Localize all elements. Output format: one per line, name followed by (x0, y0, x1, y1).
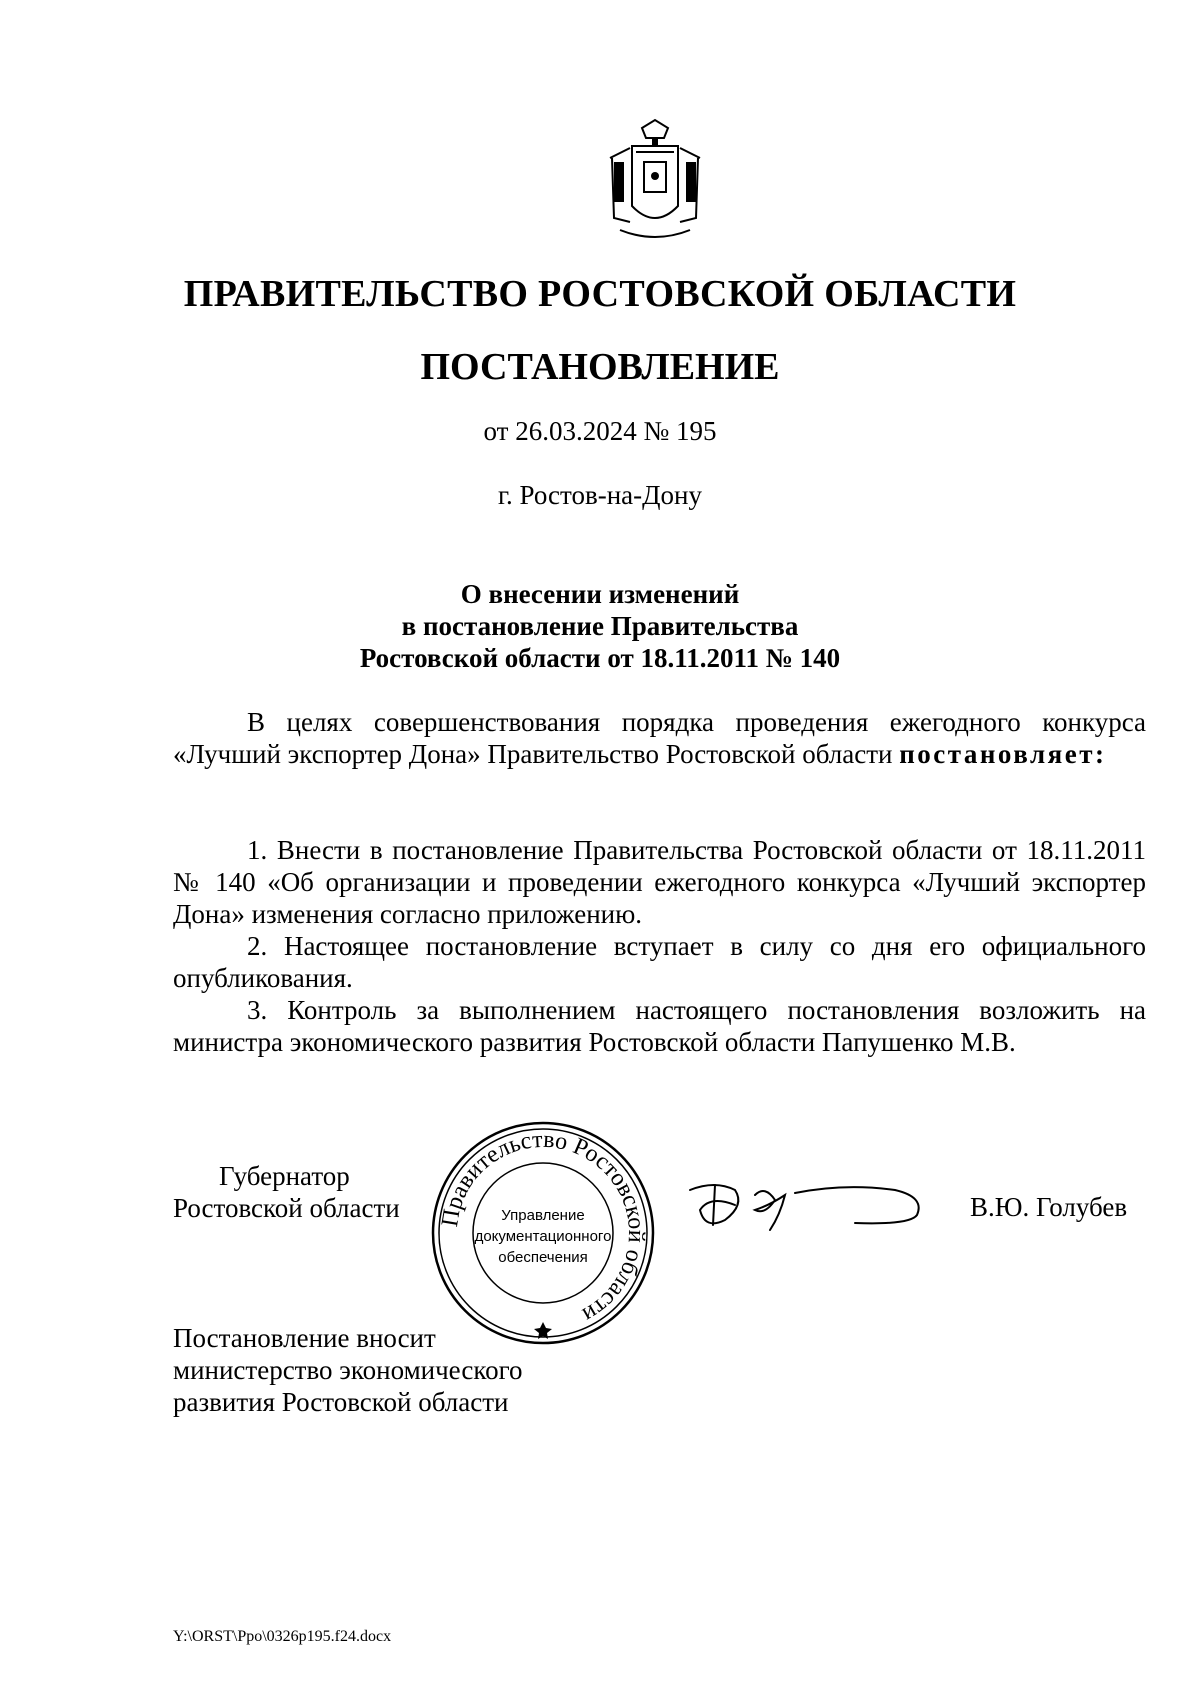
seal-center-line: обеспечения (498, 1249, 588, 1266)
document-subject (0, 578, 1200, 674)
decree-word: постановляет: (899, 739, 1107, 769)
file-path: Y:\ORST\Ppo\0326p195.f24.docx (173, 1628, 392, 1645)
preamble (173, 706, 1146, 770)
signer-position-line: Губернатор (219, 1161, 350, 1191)
document-type: ПОСТАНОВЛЕНИЕ (420, 346, 780, 388)
signer-name: В.Ю. Голубев (970, 1192, 1128, 1222)
introduced-by-line: развития Ростовской области (173, 1387, 509, 1417)
seal-center-line: Управление (501, 1207, 585, 1224)
decree-item: 3. Контроль за выполнением настоящего постановления возложить на министра экономического развития Ростовской области Папушенко М.В. (173, 995, 1146, 1057)
decree-items (173, 834, 1146, 1058)
decree-item: 1. Внести в постановление Правительства Ростовской области от 18.11.2011 № 140 «Об организации и проведении ежегодного конкурса «Лучший экспортер Дона» изменения согласно приложению. (173, 835, 1146, 929)
subject-line: в постановление Правительства (401, 611, 799, 641)
seal-center-line: документационного (474, 1228, 612, 1245)
signer-position-line: Ростовской области (173, 1193, 400, 1223)
seal-ring-text: Правительство Ростовской области (436, 1126, 650, 1328)
introduced-by-line: Постановление вносит (173, 1323, 436, 1353)
preamble-text: В целях совершенствования порядка проведения ежегодного конкурса «Лучший экспортер Дона» Правительство Ростовской области (173, 707, 1146, 769)
official-seal (430, 1120, 656, 1346)
introduced-by-line: министерство экономического (173, 1355, 523, 1385)
handwritten-signature (685, 1175, 935, 1245)
subject-line: Ростовской области от 18.11.2011 № 140 (359, 643, 841, 673)
organization-title: ПРАВИТЕЛЬСТВО РОСТОВСКОЙ ОБЛАСТИ (183, 273, 1017, 315)
subject-line: О внесении изменений (460, 579, 740, 609)
document-city: г. Ростов-на-Дону (497, 480, 702, 510)
coat-of-arms-icon (600, 118, 710, 246)
document-date-number: от 26.03.2024 № 195 (483, 416, 717, 446)
decree-item: 2. Настоящее постановление вступает в силу со дня его официального опубликования. (173, 931, 1146, 993)
introduced-by (173, 1322, 522, 1418)
signer-position (173, 1160, 400, 1224)
